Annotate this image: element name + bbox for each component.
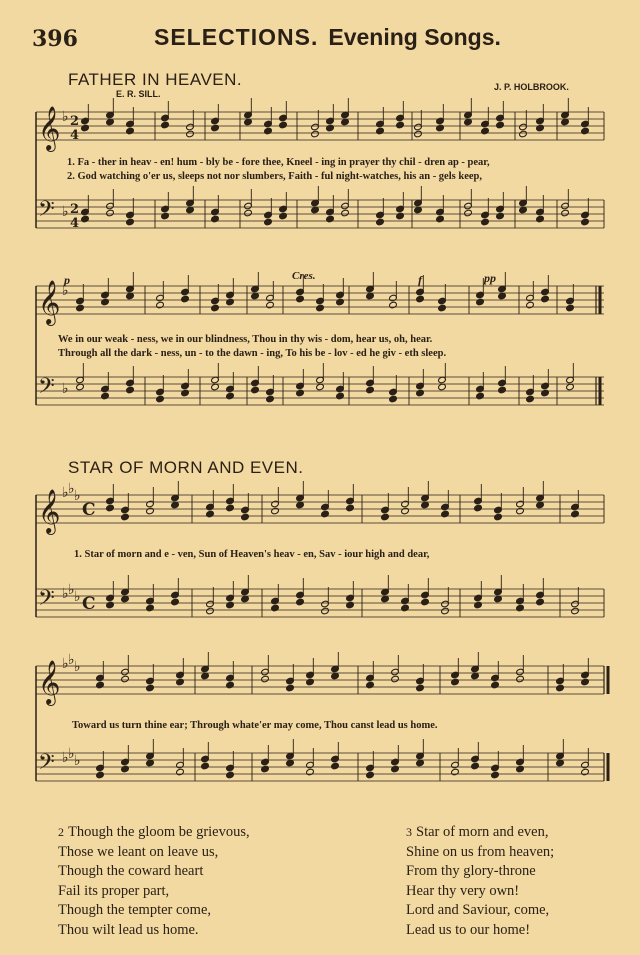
- note-head: [206, 607, 215, 615]
- verse-line: Thou wilt lead us home.: [58, 921, 199, 938]
- note-head: [494, 513, 503, 521]
- note-head: [121, 513, 130, 521]
- note-head: [279, 121, 288, 129]
- note-head: [471, 762, 480, 770]
- verse-line: From thy glory-throne: [406, 863, 536, 879]
- note-head: [226, 504, 235, 512]
- note-head: [286, 684, 295, 692]
- flat-icon: ♭: [74, 659, 81, 675]
- note-head: [481, 218, 490, 226]
- hymn1-sys1-lyric-line2: 2. God watching o'er us, sleeps not nor slumbers, Faith - ful night-watches, his an - gels keep,: [67, 171, 482, 182]
- note-head: [146, 604, 155, 612]
- note-head: [481, 127, 490, 135]
- common-time-icon: C: [82, 594, 96, 614]
- note-head: [161, 121, 170, 129]
- note-head: [226, 392, 235, 400]
- flat-icon: ♭: [74, 589, 81, 605]
- note-head: [491, 771, 500, 779]
- hymn2-sys2-lyric: Toward us turn thine ear; Through whate'er may come, Thou canst lead us home.: [72, 720, 438, 731]
- note-head: [389, 395, 398, 403]
- note-head: [536, 598, 545, 606]
- note-head: [226, 298, 235, 306]
- note-head: [331, 762, 340, 770]
- flat-icon: ♭: [62, 586, 69, 602]
- treble-clef-icon: 𝄞: [38, 106, 61, 150]
- verse-line: Though the tempter come,: [58, 902, 212, 918]
- flat-icon: ♭: [62, 750, 69, 766]
- note-head: [181, 389, 190, 397]
- flat-icon: ♭: [74, 753, 81, 769]
- note-head: [211, 304, 220, 312]
- note-head: [81, 215, 90, 223]
- note-head: [316, 304, 325, 312]
- flat-icon: ♭: [68, 582, 75, 598]
- flat-icon: ♭: [62, 656, 69, 672]
- note-head: [516, 765, 525, 773]
- note-head: [326, 124, 335, 132]
- note-head: [436, 215, 445, 223]
- time-signature: 2: [70, 114, 80, 129]
- note-head: [491, 681, 500, 689]
- note-head: [541, 295, 550, 303]
- note-head: [476, 392, 485, 400]
- note-head: [366, 771, 375, 779]
- note-head: [106, 504, 115, 512]
- flat-icon: ♭: [62, 485, 69, 501]
- time-signature: 4: [70, 128, 80, 143]
- note-head: [271, 507, 280, 515]
- note-head: [81, 124, 90, 132]
- verse-line: Those we leant on leave us,: [58, 843, 219, 860]
- flat-icon: ♭: [62, 109, 69, 125]
- verse-line: Fail its proper part,: [58, 882, 170, 899]
- note-head: [451, 768, 460, 776]
- note-head: [381, 513, 390, 521]
- note-head: [226, 601, 235, 609]
- note-head: [271, 604, 280, 612]
- note-head: [264, 127, 273, 135]
- note-head: [561, 209, 570, 217]
- note-head: [476, 298, 485, 306]
- flat-icon: ♭: [62, 381, 69, 397]
- note-head: [496, 121, 505, 129]
- verse-number: 3: [406, 825, 412, 839]
- note-head: [346, 601, 355, 609]
- bass-clef-icon: 𝄢: [38, 197, 55, 227]
- note-head: [581, 127, 590, 135]
- hymn2-sys1-lyric: 1. Star of morn and e - ven, Sun of Heaven's heav - en, Sav - iour high and dear,: [74, 549, 430, 560]
- note-head: [146, 684, 155, 692]
- note-head: [241, 513, 250, 521]
- note-head: [296, 295, 305, 303]
- common-time-icon: C: [82, 500, 96, 520]
- note-head: [536, 215, 545, 223]
- note-head: [451, 678, 460, 686]
- note-head: [106, 601, 115, 609]
- note-head: [106, 209, 115, 217]
- note-head: [126, 127, 135, 135]
- note-head: [311, 130, 320, 138]
- time-signature: 4: [70, 216, 80, 231]
- note-head: [146, 507, 155, 515]
- note-head: [244, 209, 253, 217]
- verse-number: 2: [58, 825, 64, 839]
- note-head: [581, 768, 590, 776]
- note-head: [401, 507, 410, 515]
- bass-clef-icon: 𝄢: [38, 750, 55, 780]
- note-head: [341, 209, 350, 217]
- note-head: [464, 209, 473, 217]
- bass-clef-icon: 𝄢: [38, 586, 55, 616]
- note-head: [346, 504, 355, 512]
- note-head: [186, 130, 195, 138]
- note-head: [321, 510, 330, 518]
- note-head: [96, 771, 105, 779]
- note-head: [156, 301, 165, 309]
- verse-3: [406, 823, 554, 940]
- note-head: [474, 504, 483, 512]
- dynamic-p: p: [64, 273, 70, 287]
- note-head: [266, 395, 275, 403]
- hymn1-words-credit: E. R. SILL.: [116, 89, 161, 99]
- note-head: [126, 218, 135, 226]
- page-heading: [154, 24, 501, 51]
- verse-line: [406, 823, 554, 843]
- dynamic-f: f: [418, 273, 422, 287]
- hymn1-title: FATHER IN HEAVEN.: [68, 70, 243, 89]
- note-head: [416, 684, 425, 692]
- hymn1-sys2-lyric-line2: Through all the dark - ness, un - to the dawn - ing, To his be - lov - ed he giv - eth sleep.: [58, 348, 447, 359]
- note-head: [441, 510, 450, 518]
- note-head: [261, 765, 270, 773]
- verse-line: Hear thy very own!: [406, 882, 520, 899]
- note-head: [171, 598, 180, 606]
- dynamic-cres: Cres.: [292, 270, 316, 282]
- note-head: [306, 768, 315, 776]
- note-head: [201, 762, 210, 770]
- note-head: [516, 604, 525, 612]
- note-head: [571, 510, 580, 518]
- note-head: [76, 304, 85, 312]
- verse-line: Lord and Saviour, come,: [406, 902, 550, 918]
- dynamic-pp: pp: [484, 271, 496, 285]
- section-subtitle: Evening Songs.: [328, 24, 501, 50]
- note-head: [516, 675, 525, 683]
- note-head: [206, 510, 215, 518]
- note-head: [306, 678, 315, 686]
- note-head: [261, 675, 270, 683]
- note-head: [161, 212, 170, 220]
- note-head: [581, 218, 590, 226]
- note-head: [211, 124, 220, 132]
- bass-clef-icon: 𝄢: [38, 374, 55, 404]
- note-head: [441, 607, 450, 615]
- note-head: [366, 681, 375, 689]
- note-head: [391, 765, 400, 773]
- page-number: 396: [32, 26, 78, 52]
- note-head: [421, 598, 430, 606]
- note-head: [414, 130, 423, 138]
- note-head: [96, 681, 105, 689]
- note-head: [581, 678, 590, 686]
- hymn1-sys1-lyric-line1: 1. Fa - ther in heav - en! hum - bly be - fore thee, Kneel - ing in prayer thy chil - dren ap - pear,: [67, 157, 490, 168]
- verse-line: Though the coward heart: [58, 863, 204, 879]
- note-head: [121, 765, 130, 773]
- note-head: [526, 301, 535, 309]
- note-head: [126, 386, 135, 394]
- note-head: [516, 507, 525, 515]
- treble-clef-icon: 𝄞: [38, 660, 61, 704]
- flat-icon: ♭: [62, 283, 69, 299]
- hymn1-music-credit: J. P. HOLBROOK.: [494, 82, 569, 92]
- note-head: [571, 607, 580, 615]
- hymn1-sys2-lyric-line1: We in our weak - ness, we in our blindness, Thou in thy wis - dom, hear us, oh, hear.: [58, 334, 433, 345]
- flat-icon: ♭: [68, 746, 75, 762]
- note-head: [121, 675, 130, 683]
- section-title: SELECTIONS.: [154, 24, 319, 50]
- note-head: [541, 389, 550, 397]
- verse-line: [58, 823, 250, 843]
- note-head: [251, 386, 260, 394]
- note-head: [376, 218, 385, 226]
- verse-2: [58, 823, 250, 940]
- note-head: [366, 386, 375, 394]
- verse-text: Though the gloom be grievous,: [68, 824, 250, 840]
- treble-clef-icon: 𝄞: [38, 280, 61, 324]
- note-head: [101, 392, 110, 400]
- note-head: [498, 386, 507, 394]
- note-head: [396, 212, 405, 220]
- note-head: [296, 598, 305, 606]
- note-head: [326, 215, 335, 223]
- note-head: [226, 681, 235, 689]
- note-head: [536, 124, 545, 132]
- note-head: [226, 771, 235, 779]
- note-head: [436, 124, 445, 132]
- note-head: [101, 298, 110, 306]
- note-head: [416, 389, 425, 397]
- note-head: [211, 215, 220, 223]
- flat-icon: ♭: [62, 204, 69, 220]
- note-head: [496, 212, 505, 220]
- note-head: [266, 301, 275, 309]
- note-head: [526, 395, 535, 403]
- note-head: [396, 121, 405, 129]
- note-head: [176, 768, 185, 776]
- time-signature: 2: [70, 202, 80, 217]
- note-head: [279, 212, 288, 220]
- note-head: [391, 675, 400, 683]
- note-head: [416, 295, 425, 303]
- note-head: [376, 127, 385, 135]
- note-head: [336, 392, 345, 400]
- verse-text: Star of morn and even,: [416, 824, 549, 840]
- note-head: [519, 130, 528, 138]
- note-head: [264, 218, 273, 226]
- note-head: [556, 684, 565, 692]
- note-head: [389, 301, 398, 309]
- note-head: [181, 295, 190, 303]
- note-head: [474, 601, 483, 609]
- note-head: [296, 389, 305, 397]
- note-head: [176, 678, 185, 686]
- verse-line: Shine on us from heaven;: [406, 843, 555, 860]
- note-head: [321, 607, 330, 615]
- verse-line: Lead us to our home!: [406, 921, 531, 938]
- flat-icon: ♭: [68, 481, 75, 497]
- note-head: [401, 604, 410, 612]
- flat-icon: ♭: [68, 652, 75, 668]
- hymn2-title: STAR OF MORN AND EVEN.: [68, 458, 304, 477]
- note-head: [336, 298, 345, 306]
- treble-clef-icon: 𝄞: [38, 489, 61, 533]
- note-head: [566, 304, 575, 312]
- note-head: [156, 395, 165, 403]
- flat-icon: ♭: [74, 488, 81, 504]
- note-head: [438, 304, 447, 312]
